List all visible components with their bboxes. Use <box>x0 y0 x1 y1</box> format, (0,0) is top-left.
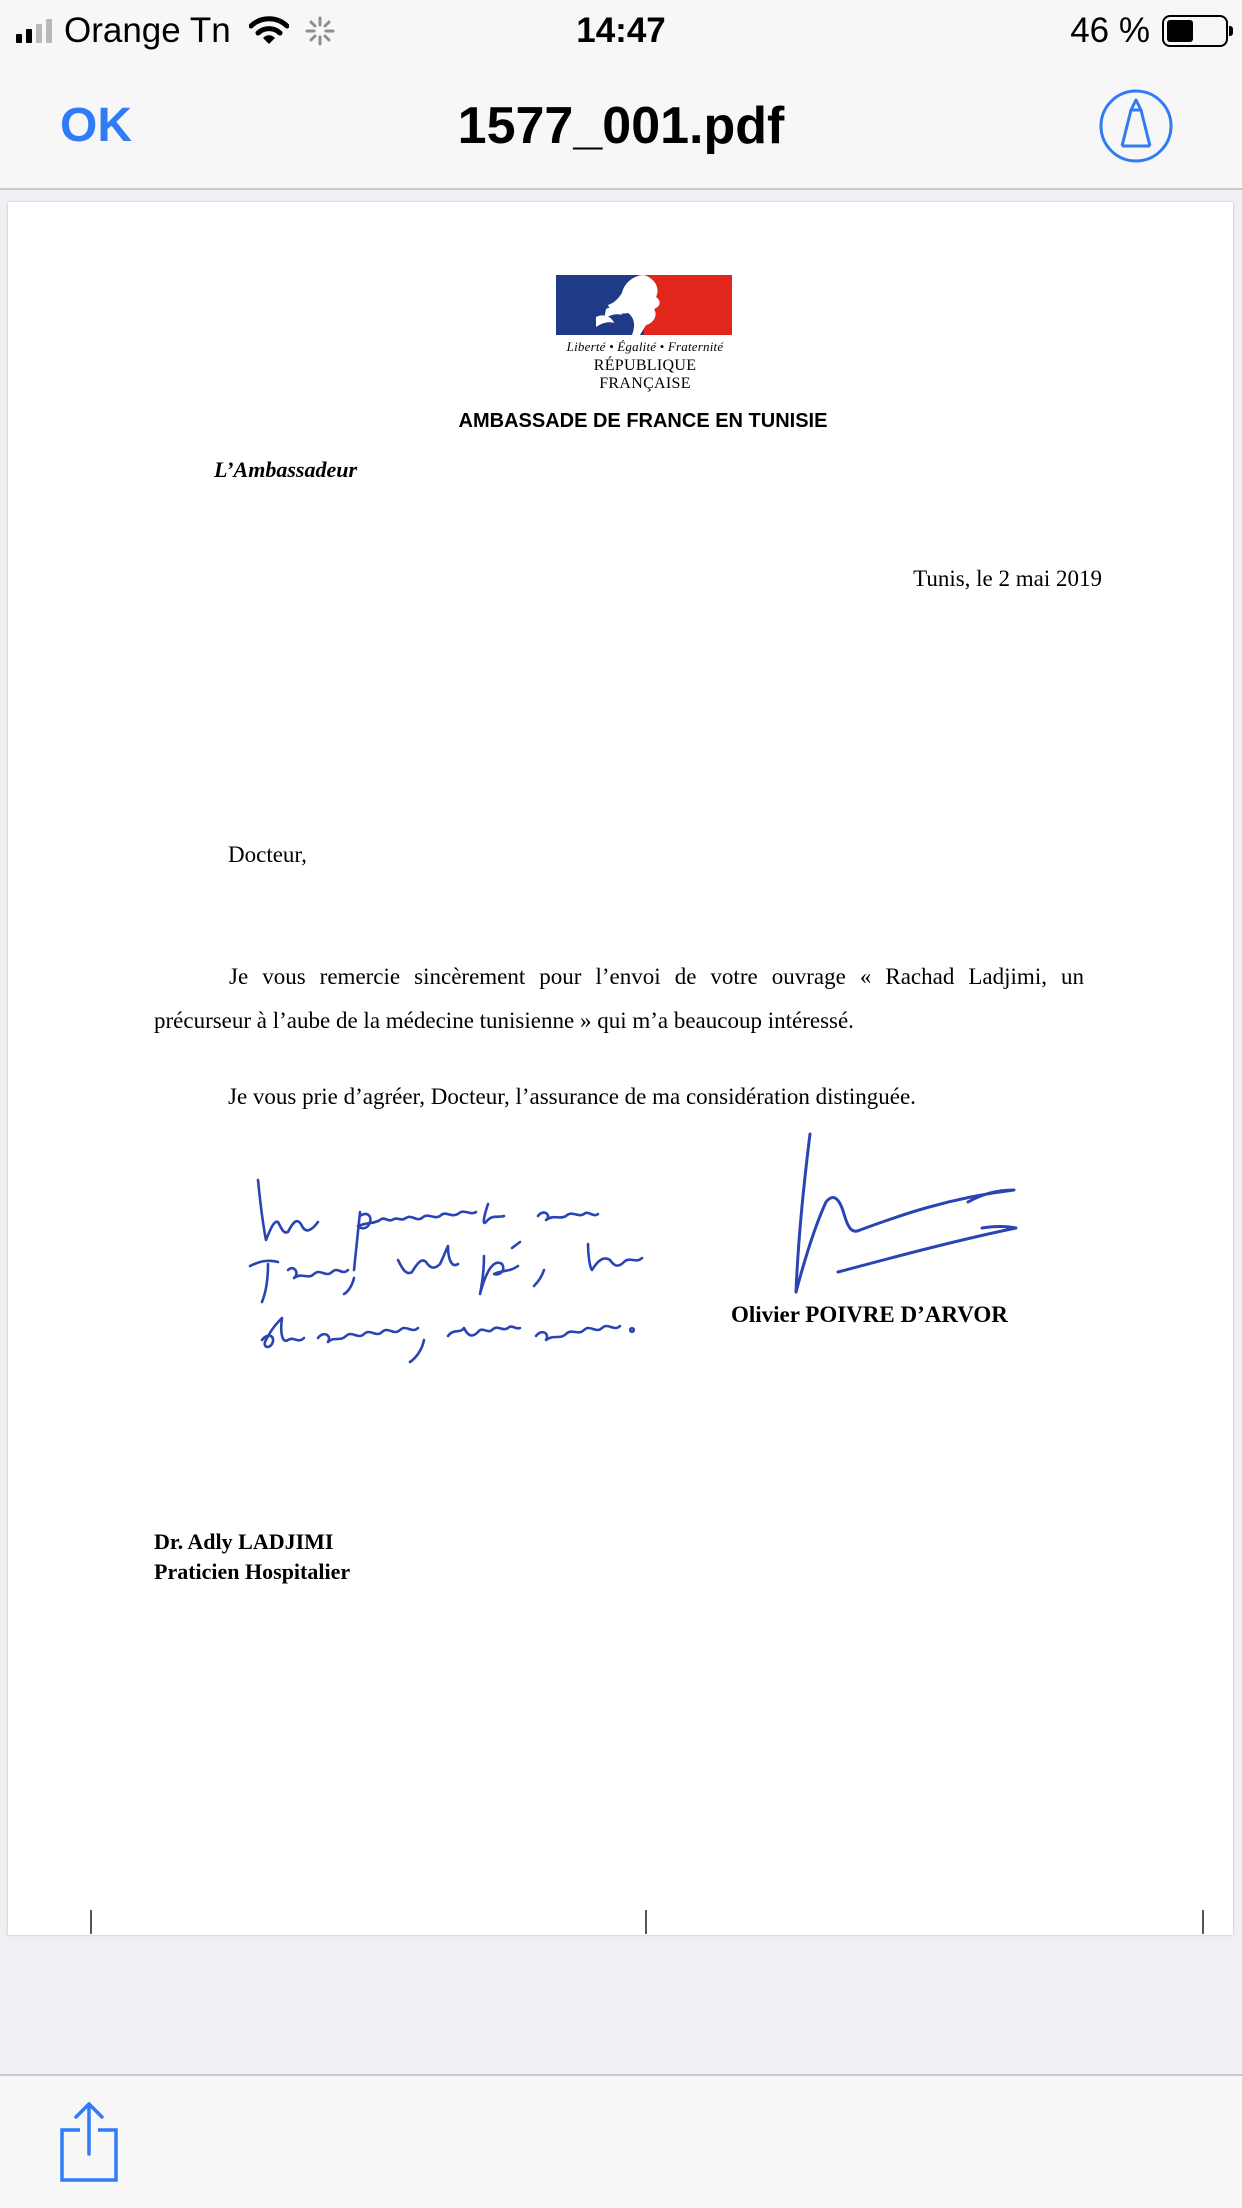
recipient-title: Praticien Hospitalier <box>154 1559 351 1584</box>
letter-salutation: Docteur, <box>228 842 307 867</box>
share-icon <box>56 2100 122 2184</box>
bottom-toolbar <box>0 2074 1242 2208</box>
marianne-flag-icon <box>556 275 732 335</box>
carrier-name: Orange Tn <box>64 11 231 50</box>
fold-mark <box>645 1910 647 1934</box>
pdf-page[interactable] <box>8 202 1233 1935</box>
republic-motto: Liberté • Égalité • Fraternité <box>566 339 724 354</box>
share-button[interactable] <box>56 2100 122 2184</box>
letter-body: Je vous remercie sincèrement pour l’envoi de votre ouvrage « Rachad Ladjimi, un précurseur à l’aube de la médecine tunisienne » qui m’a beaucoup intéressé. <box>154 964 1084 1033</box>
battery-icon <box>1162 15 1228 47</box>
handwritten-note <box>248 1160 688 1400</box>
ambassador-signature <box>768 1132 1048 1302</box>
document-title: 1577_001.pdf <box>457 97 785 155</box>
battery-percentage: 46 % <box>1070 11 1150 50</box>
markup-pen-icon <box>1098 88 1174 164</box>
fold-mark <box>90 1910 92 1934</box>
signatory-name: Olivier POIVRE D’ARVOR <box>731 1302 1008 1327</box>
recipient-block <box>154 1527 350 1587</box>
ok-button[interactable]: OK <box>60 99 132 152</box>
status-right <box>1070 8 1228 54</box>
status-bar <box>0 0 1242 62</box>
recipient-name: Dr. Adly LADJIMI <box>154 1529 334 1554</box>
nav-bar <box>0 62 1242 190</box>
letter-date: Tunis, le 2 mai 2019 <box>913 566 1102 591</box>
republic-name: RÉPUBLIQUE FRANÇAISE <box>593 357 697 392</box>
sender-title: L’Ambassadeur <box>214 457 358 482</box>
fold-mark <box>1202 1910 1204 1934</box>
marianne-logo <box>556 275 734 393</box>
battery-level-fill <box>1167 20 1193 42</box>
status-time: 14:47 <box>576 11 666 50</box>
letter-closing: Je vous prie d’agréer, Docteur, l’assurance de ma considération distinguée. <box>228 1084 916 1109</box>
markup-button[interactable] <box>1098 88 1174 164</box>
embassy-heading: AMBASSADE DE FRANCE EN TUNISIE <box>458 410 828 432</box>
